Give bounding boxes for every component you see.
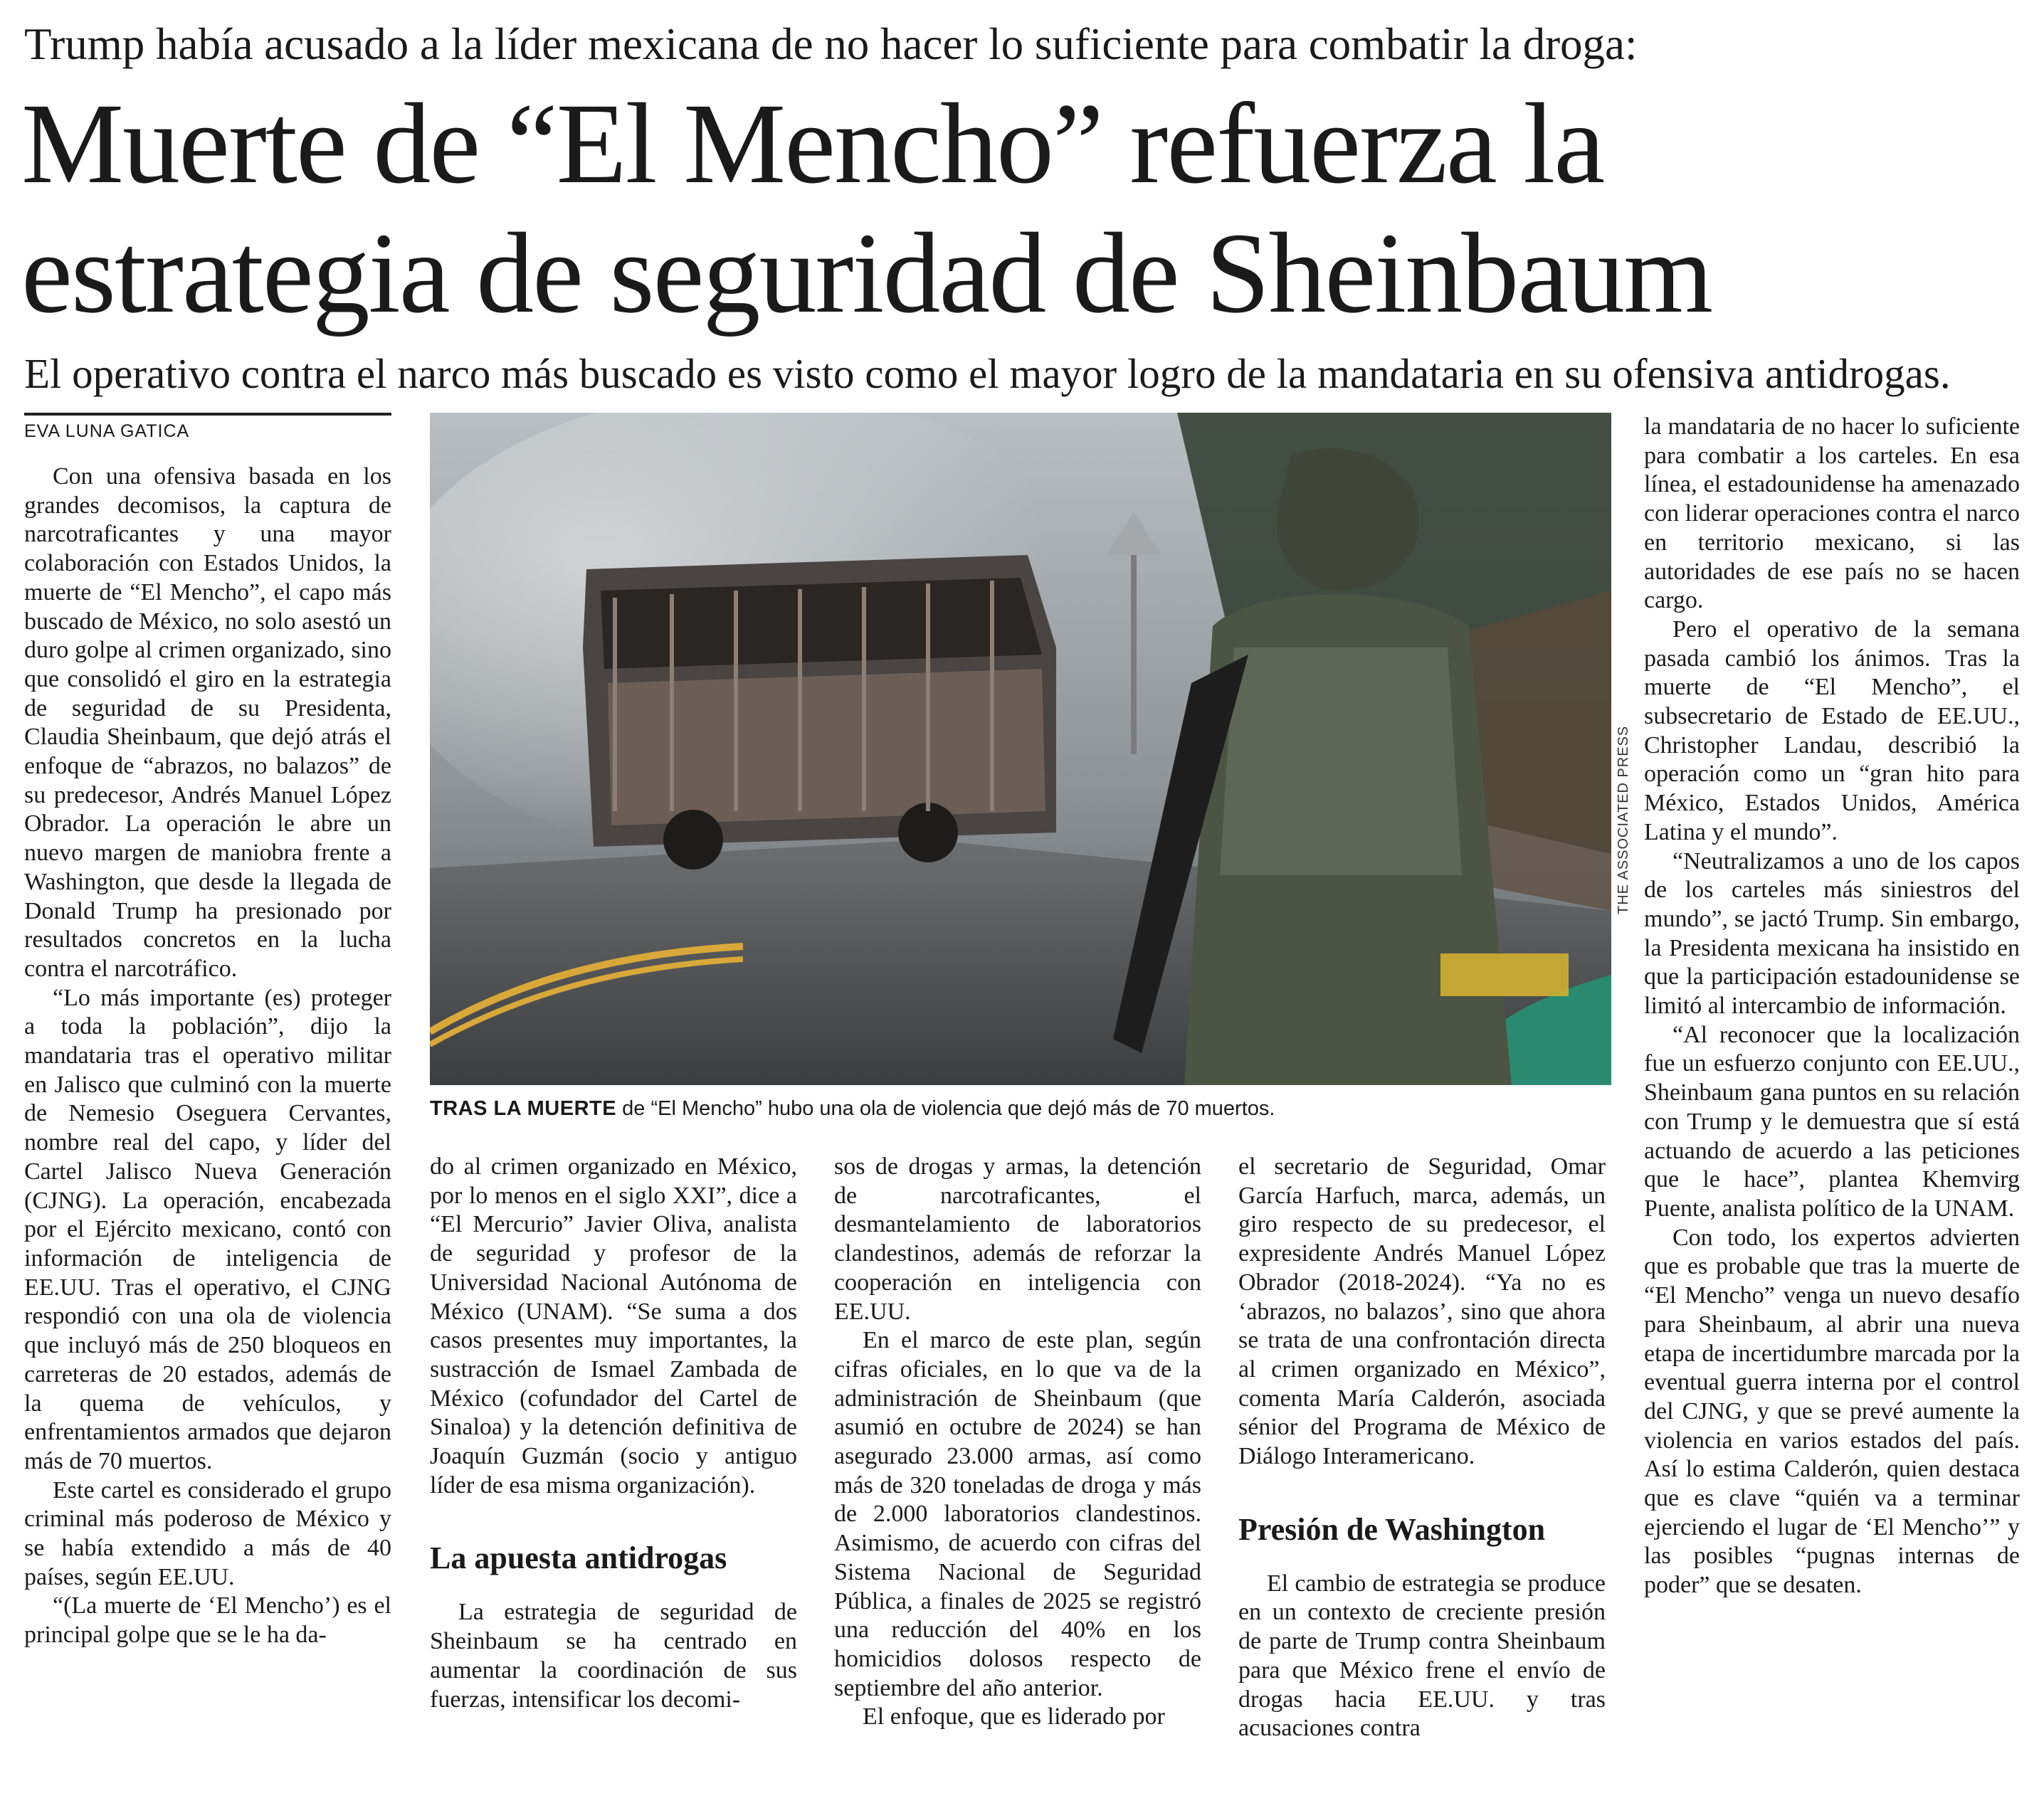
paragraph: “Neutralizamos a uno de los capos de los carteles más siniestros del mundo”, se jactó Trump. Sin embargo, la Presidenta mexicana ha insistido en que la participación estadounidense se limitó al intercambio de información. (1644, 847, 2020, 1020)
article-deck: El operativo contra el narco más buscado es visto como el mayor logro de la mandataria en su ofensiva antidrogas. (24, 350, 1951, 397)
paragraph: El enfoque, que es liderado por (863, 1703, 1165, 1730)
paragraph: “Lo más importante (es) proteger a toda la población”, dijo la mandataria tras el operativo militar en Jalisco que culminó con la muerte de Nemesio Oseguera Cervantes, nombre real del capo, y líder del Cartel Jalisco Nueva Generación (CJNG). La operación, encabezada por el Ejército mexicano, contó con información de inteligencia de EE.UU. Tras el operativo, el CJNG respondió con una ola de violencia que incluyó más de 250 bloqueos en carreteras de 20 estados, además de la quema de vehículos, y enfrentamientos armados que dejaron más de 70 muertos. (24, 984, 391, 1474)
news-photo (430, 413, 1611, 1085)
paragraph: do al crimen organizado en México, por lo menos en el siglo XXI”, dice a “El Mercurio” Javier Oliva, analista de seguridad y profesor de la Universidad Nacional Autónoma de México (UNAM). “Se suma a dos casos presentes muy importantes, la sustracción de Ismael Zambada de México (cofundador del Cartel de Sinaloa) y la detención definitiva de Joaquín Guzmán (socio y antiguo líder de esa misma organización). (430, 1153, 797, 1498)
caption-text: de “El Mencho” hubo una ola de violencia que dejó más de 70 muertos. (616, 1097, 1275, 1120)
photo-barrier (1440, 953, 1569, 996)
subhead-presion-washington: Presión de Washington (1238, 1511, 1546, 1547)
caption-lead: TRAS LA MUERTE (430, 1097, 617, 1120)
paragraph: la mandataria de no hacer lo suficiente para combatir a los carteles. En esa línea, el estadounidense ha amenazado con liderar operaciones contra el narco en territorio mexicano, si las autoridades de ese país no se hacen cargo. (1644, 413, 2020, 614)
paragraph: “(La muerte de ‘El Mencho’) es el principal golpe que se le ha da- (24, 1592, 391, 1649)
article-kicker: Trump había acusado a la líder mexicana de no hacer lo suficiente para combatir la droga: (24, 19, 1638, 69)
body-column-4 (1238, 1153, 1606, 1743)
paragraph: En el marco de este plan, según cifras oficiales, en lo que va de la administración de Sheinbaum (que asumió en octubre de 2024) se han asegurado 23.000 armas, así como más de 320 toneladas de droga y más de 2.000 laboratorios clandestinos. Asimismo, de acuerdo con cifras del Sistema Nacional de Seguridad Pública, a finales de 2025 se registró una reducción del 40% en los homicidios dolosos respecto de septiembre del año anterior. (834, 1327, 1201, 1701)
paragraph: el secretario de Seguridad, Omar García Harfuch, marca, además, un giro respecto de su predecesor, el expresidente Andrés Manuel López Obrador (2018-2024). “Ya no es ‘abrazos, no balazos’, sino que ahora se trata de una confrontación directa al crimen organizado en México”, comenta María Calderón, asociada sénior del Programa de México de Diálogo Interamericano. (1238, 1153, 1606, 1470)
headline-line-2: estrategia de seguridad de Sheinbaum (21, 210, 1712, 337)
paragraph: Pero el operativo de la semana pasada cambió los ánimos. Tras la muerte de “El Mencho”, el subsecretario de Estado de EE.UU., Christopher Landau, describió la operación como un “gran hito para México, Estados Unidos, América Latina y el mundo”. (1644, 615, 2020, 845)
burned-bus (583, 555, 1056, 870)
headline-line-1: Muerte de “El Mencho” refuerza la (21, 80, 1604, 208)
subhead-apuesta-antidrogas: La apuesta antidrogas (430, 1540, 727, 1576)
article-headline (21, 80, 2014, 339)
body-column-2 (430, 1153, 797, 1714)
byline-rule (24, 413, 391, 416)
photo-caption (430, 1096, 1626, 1121)
paragraph: Este cartel es considerado el grupo criminal más poderoso de México y se había extendido a más de 40 países, según EE.UU. (24, 1476, 391, 1590)
byline: EVA LUNA GATICA (24, 421, 190, 441)
paragraph: El cambio de estrategia se produce en un contexto de creciente presión de parte de Trump contra Sheinbaum para que México frene el envío de drogas hacia EE.UU. y tras acusaciones contra (1238, 1570, 1606, 1742)
body-column-5 (1644, 413, 2020, 1600)
paragraph: Con una ofensiva basada en los grandes decomisos, la captura de narcotraficantes y una mayor colaboración con Estados Unidos, la muerte de “El Mencho”, el capo más buscado de México, no solo asestó un duro golpe al crimen organizado, sino que consolidó el giro en la estrategia de seguridad de su Presidenta, Claudia Sheinbaum, que dejó atrás el enfoque de “abrazos, no balazos” de su predecesor, Andrés Manuel López Obrador. La operación le abre un nuevo margen de maniobra frente a Washington, que desde la llegada de Donald Trump ha presionado por resultados concretos en la lucha contra el narcotráfico. (24, 463, 391, 982)
photo-illustration (430, 413, 1611, 1085)
paragraph: Con todo, los expertos advierten que es probable que tras la muerte de “El Mencho” venga un nuevo desafío para Sheinbaum, al abrir una nueva etapa de incertidumbre marcada por la eventual guerra interna por el control del CJNG, y que se prevé aumente la violencia en varios estados del país. Así lo estima Calderón, quien destaca que es clave “quién va a terminar ejerciendo el lugar de ‘El Mencho’” y las posibles “pugnas internas de poder” que se desaten. (1644, 1224, 2020, 1599)
photo-credit: THE ASSOCIATED PRESS (1616, 725, 1631, 914)
paragraph: sos de drogas y armas, la detención de narcotraficantes, el desmantelamiento de laboratorios clandestinos, además de reforzar la cooperación en inteligencia con EE.UU. (834, 1153, 1201, 1325)
paragraph: “Al reconocer que la localización fue un esfuerzo conjunto con EE.UU., Sheinbaum gana puntos en su relación con Trump y le demuestra que sí está actuando de acuerdo a las peticiones que le hace”, plantea Khemvirg Puente, analista político de la UNAM. (1644, 1021, 2020, 1222)
body-column-3 (834, 1153, 1201, 1732)
paragraph: La estrategia de seguridad de Sheinbaum se ha centrado en aumentar la coordinación de sus fuerzas, intensificar los decomi- (430, 1599, 797, 1713)
body-column-1 (24, 462, 391, 1650)
